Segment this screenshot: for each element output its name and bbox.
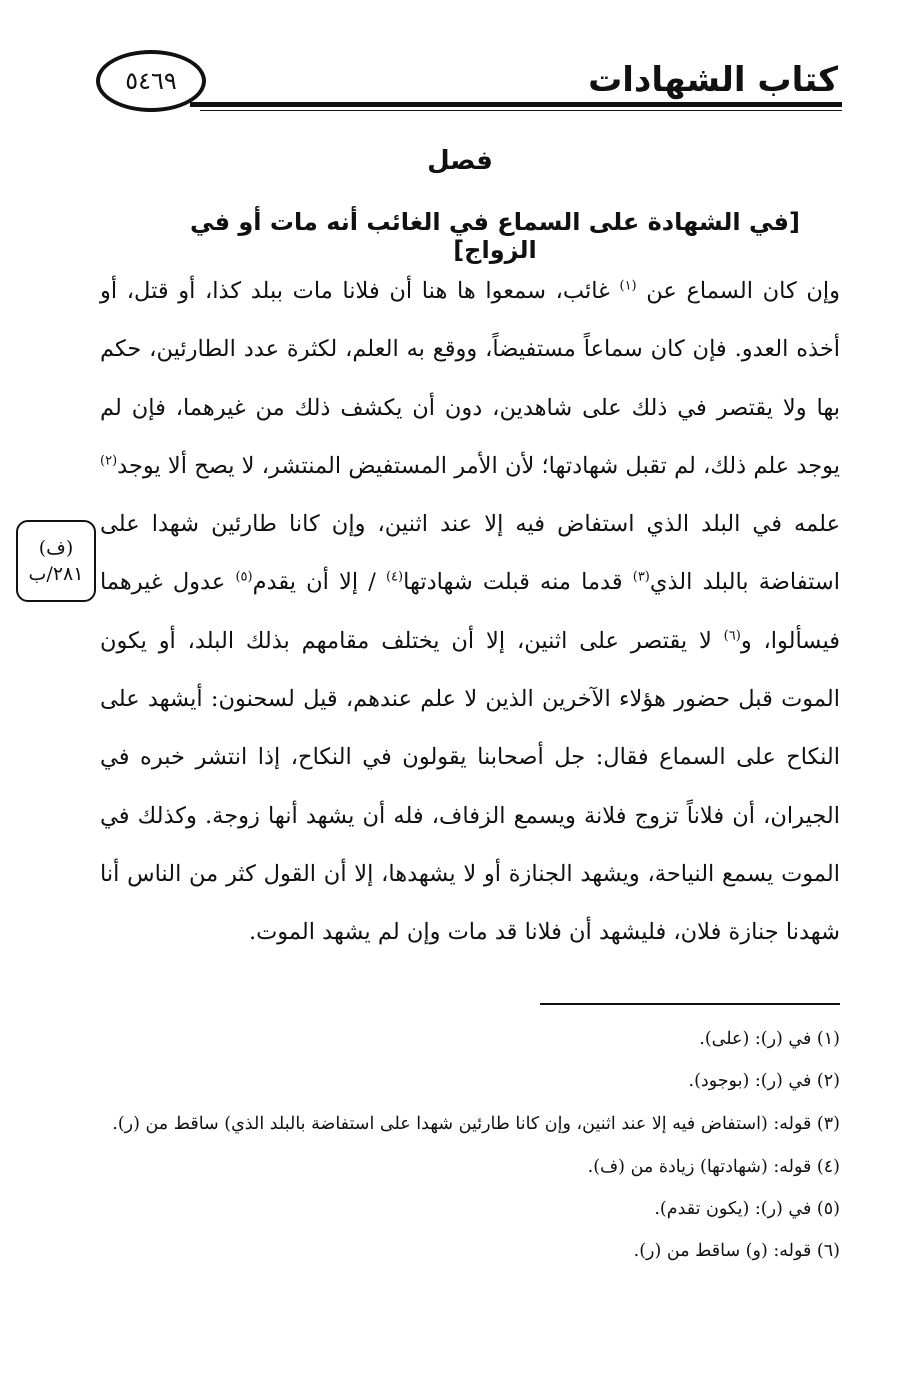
footnote-divider bbox=[540, 1003, 840, 1005]
footnotes-list bbox=[102, 1022, 840, 1276]
folio-source: (ف) bbox=[38, 537, 74, 559]
body-text: وإن كان السماع عن bbox=[646, 278, 840, 304]
footnote: (٢) في (ر): (بوجود). bbox=[688, 1071, 840, 1091]
page-number: ٥٤٦٩ bbox=[125, 67, 177, 95]
footnote: (٣) قوله: (استفاض فيه إلا عند اثنين، وإن كانا طارئين شهدا على استفاضة بالبلد الذي) ساقط من (ر). bbox=[112, 1114, 840, 1134]
header-rule-thin bbox=[200, 110, 842, 111]
body-text: / إلا أن يقدم bbox=[252, 569, 376, 596]
body-text: قدما منه قبلت شهادتها bbox=[403, 569, 623, 596]
footnote: (١) في (ر): (على). bbox=[699, 1029, 840, 1049]
footnote: (٥) في (ر): (يكون تقدم). bbox=[654, 1199, 840, 1219]
footnote-ref: (٥) bbox=[235, 569, 253, 585]
footnote-ref: (٢) bbox=[100, 453, 118, 469]
page-number-badge bbox=[96, 50, 206, 112]
book-title: كتاب الشهادات bbox=[588, 60, 838, 100]
footnote: (٤) قوله: (شهادتها) زيادة من (ف). bbox=[587, 1157, 840, 1177]
body-text: علمه في البلد الذي استفاض فيه إلا عند اثنين، وإن كانا طارئين شهدا على استفاضة بالبلد الذي bbox=[100, 511, 841, 596]
page-header bbox=[0, 0, 920, 130]
footnote: (٦) قوله: (و) ساقط من (ر). bbox=[633, 1241, 840, 1261]
body-paragraph bbox=[100, 262, 840, 962]
manuscript-folio-note bbox=[16, 520, 96, 602]
body-text: غائب، سمعوا ها هنا أن فلانا مات ببلد كذا، أو قتل، أو أخذه العدو. فإن كان سماعاً مستفيضاً، ووقع به العلم، لكثرة عدد الطارئين، حكم بها ولا يقتصر في ذلك على شاهدين، دون أن يكشف ذلك من غيرهما، فإن لم يوجد علم ذلك، لم تقبل شهادتها؛ لأن الأمر المستفيض المنتشر، لا يصح ألا يوجد bbox=[100, 278, 840, 479]
footnote-ref: (٦) bbox=[723, 628, 741, 644]
footnote-ref: (٤) bbox=[385, 569, 404, 585]
header-rule bbox=[190, 102, 842, 107]
body-text: عدول غيرهما فيسألوا، و bbox=[100, 569, 840, 654]
folio-number: ٢٨١/ب bbox=[28, 563, 84, 585]
section-title: [في الشهادة على السماع في الغائب أنه مات أو في الزواج] bbox=[190, 208, 800, 264]
body-text: لا يقتصر على اثنين، إلا أن يختلف مقامهم بذلك البلد، أو يكون الموت قبل حضور هؤلاء الآخرين الذين لا علم عندهم، قيل لسحنون: أيشهد على النكاح على السماع فقال: جل أصحابنا يقولون في النكاح، إذا انتشر خبره في الجيران، أن فلاناً تزوج فلانة ويسمع الزفاف، فله أن يشهد أنها زوجة. وكذلك في الموت يسمع النياحة، ويشهد الجنازة أو لا يشهدها، إلا أن القول كثر من الناس أنا شهدنا جنازة فلان، فليشهد أن فلانا قد مات وإن لم يشهد الموت. bbox=[100, 627, 840, 946]
footnote-ref: (٣) bbox=[632, 569, 650, 585]
footnote-ref: (١) bbox=[619, 278, 637, 294]
chapter-heading: فصل bbox=[427, 146, 493, 176]
